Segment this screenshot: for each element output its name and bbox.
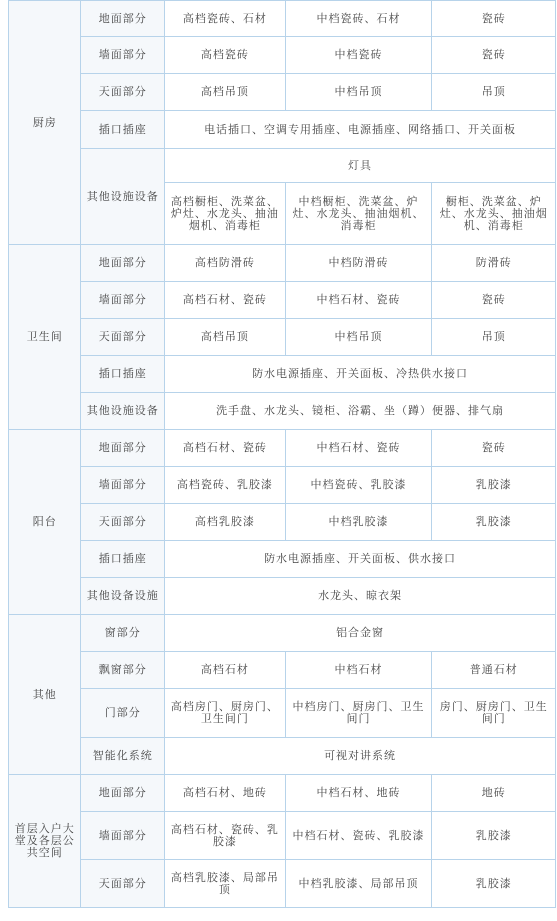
spec-merged-cell: 水龙头、晾衣架 xyxy=(165,578,556,615)
part-label: 窗部分 xyxy=(81,615,165,652)
spec-cell: 瓷砖 xyxy=(432,430,556,467)
spec-cell: 吊顶 xyxy=(432,74,556,111)
spec-merged-cell: 洗手盘、水龙头、镜柜、浴霸、坐（蹲）便器、排气扇 xyxy=(165,393,556,430)
part-label: 墙面部分 xyxy=(81,812,165,860)
part-label: 飘窗部分 xyxy=(81,652,165,689)
area-label: 其他 xyxy=(9,615,81,775)
spec-cell: 中档石材、瓷砖 xyxy=(285,430,432,467)
part-label: 插口插座 xyxy=(81,111,165,149)
table-row xyxy=(9,860,556,908)
spec-cell: 乳胶漆 xyxy=(432,504,556,541)
spec-cell: 高档石材、瓷砖 xyxy=(165,282,285,319)
spec-cell: 高档石材、瓷砖 xyxy=(165,430,285,467)
part-label: 插口插座 xyxy=(81,356,165,393)
table-row xyxy=(9,689,556,738)
finish-standard-table xyxy=(8,0,556,908)
spec-cell: 中档防滑砖 xyxy=(285,245,432,282)
spec-cell: 普通石材 xyxy=(432,652,556,689)
spec-cell: 中档乳胶漆 xyxy=(285,504,432,541)
part-label: 智能化系统 xyxy=(81,738,165,775)
table-row xyxy=(9,356,556,393)
spec-cell: 中档石材 xyxy=(285,652,432,689)
spec-cell: 中档石材、地砖 xyxy=(285,775,432,812)
area-label: 厨房 xyxy=(9,1,81,245)
spec-merged-cell: 防水电源插座、开关面板、供水接口 xyxy=(165,541,556,578)
spec-cell: 房门、厨房门、卫生间门 xyxy=(432,689,556,738)
spec-cell: 高档瓷砖、石材 xyxy=(165,1,285,37)
part-label: 天面部分 xyxy=(81,74,165,111)
table-row xyxy=(9,578,556,615)
part-label: 天面部分 xyxy=(81,319,165,356)
spec-cell: 中档橱柜、洗菜盆、炉灶、水龙头、抽油烟机、消毒柜 xyxy=(285,183,432,245)
part-label: 墙面部分 xyxy=(81,282,165,319)
spec-cell: 地砖 xyxy=(432,775,556,812)
part-label: 地面部分 xyxy=(81,775,165,812)
table-row xyxy=(9,393,556,430)
part-label: 天面部分 xyxy=(81,504,165,541)
spec-cell: 中档石材、瓷砖 xyxy=(285,282,432,319)
spec-cell: 防滑砖 xyxy=(432,245,556,282)
spec-cell: 乳胶漆 xyxy=(432,467,556,504)
spec-cell: 中档瓷砖、石材 xyxy=(285,1,432,37)
spec-cell: 乳胶漆 xyxy=(432,860,556,908)
spec-cell: 乳胶漆 xyxy=(432,812,556,860)
spec-cell: 瓷砖 xyxy=(432,1,556,37)
table-row xyxy=(9,738,556,775)
spec-cell: 高档乳胶漆、局部吊顶 xyxy=(165,860,285,908)
spec-cell: 吊顶 xyxy=(432,319,556,356)
spec-cell: 高档吊顶 xyxy=(165,319,285,356)
table-row xyxy=(9,652,556,689)
table-row xyxy=(9,111,556,149)
table-row xyxy=(9,37,556,74)
spec-cell: 中档石材、瓷砖、乳胶漆 xyxy=(285,812,432,860)
table-row xyxy=(9,149,556,183)
spec-cell: 橱柜、洗菜盆、炉灶、水龙头、抽油烟机、消毒柜 xyxy=(432,183,556,245)
spec-cell: 高档房门、厨房门、卫生间门 xyxy=(165,689,285,738)
spec-cell: 高档瓷砖 xyxy=(165,37,285,74)
area-label: 首层入户大堂及各层公共空间 xyxy=(9,775,81,908)
spec-cell: 高档吊顶 xyxy=(165,74,285,111)
spec-merged-cell: 可视对讲系统 xyxy=(165,738,556,775)
spec-cell: 高档橱柜、洗菜盆、炉灶、水龙头、抽油烟机、消毒柜 xyxy=(165,183,285,245)
part-label: 墙面部分 xyxy=(81,467,165,504)
spec-merged-cell: 铝合金窗 xyxy=(165,615,556,652)
spec-merged-cell: 防水电源插座、开关面板、冷热供水接口 xyxy=(165,356,556,393)
spec-cell: 瓷砖 xyxy=(432,37,556,74)
table-row xyxy=(9,467,556,504)
spec-cell: 中档乳胶漆、局部吊顶 xyxy=(285,860,432,908)
spec-cell: 中档瓷砖 xyxy=(285,37,432,74)
table-row xyxy=(9,775,556,812)
part-label: 地面部分 xyxy=(81,430,165,467)
part-label: 其他设施设备 xyxy=(81,393,165,430)
part-label: 地面部分 xyxy=(81,245,165,282)
spec-cell: 高档瓷砖、乳胶漆 xyxy=(165,467,285,504)
table-row xyxy=(9,319,556,356)
spec-cell: 高档石材、地砖 xyxy=(165,775,285,812)
part-label: 地面部分 xyxy=(81,1,165,37)
spec-cell: 瓷砖 xyxy=(432,282,556,319)
table-row xyxy=(9,504,556,541)
table-row xyxy=(9,541,556,578)
part-label: 插口插座 xyxy=(81,541,165,578)
spec-cell: 中档房门、厨房门、卫生间门 xyxy=(285,689,432,738)
area-label: 阳台 xyxy=(9,430,81,615)
part-label: 门部分 xyxy=(81,689,165,738)
table-row xyxy=(9,1,556,37)
spec-cell: 高档防滑砖 xyxy=(165,245,285,282)
spec-merged-cell: 灯具 xyxy=(165,149,556,183)
spec-cell: 中档吊顶 xyxy=(285,319,432,356)
table-row xyxy=(9,615,556,652)
spec-merged-cell: 电话插口、空调专用插座、电源插座、网络插口、开关面板 xyxy=(165,111,556,149)
part-label: 其他设备设施 xyxy=(81,578,165,615)
spec-cell: 中档吊顶 xyxy=(285,74,432,111)
table-row xyxy=(9,74,556,111)
table-row xyxy=(9,282,556,319)
part-label: 墙面部分 xyxy=(81,37,165,74)
table-row xyxy=(9,812,556,860)
spec-cell: 高档石材 xyxy=(165,652,285,689)
part-label: 其他设施设备 xyxy=(81,149,165,245)
table-row xyxy=(9,245,556,282)
part-label: 天面部分 xyxy=(81,860,165,908)
table-row xyxy=(9,430,556,467)
spec-cell: 高档乳胶漆 xyxy=(165,504,285,541)
spec-cell: 中档瓷砖、乳胶漆 xyxy=(285,467,432,504)
area-label: 卫生间 xyxy=(9,245,81,430)
spec-cell: 高档石材、瓷砖、乳胶漆 xyxy=(165,812,285,860)
